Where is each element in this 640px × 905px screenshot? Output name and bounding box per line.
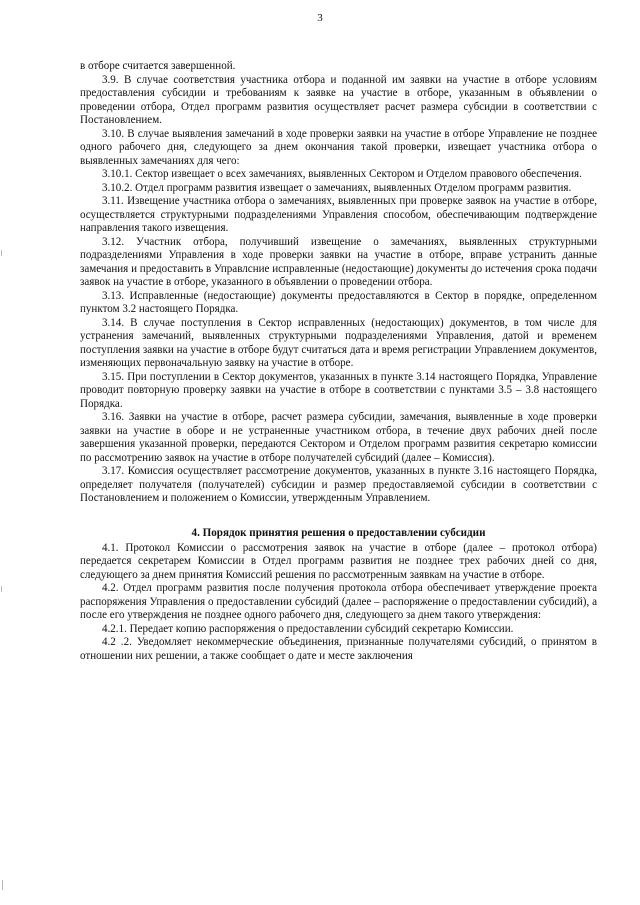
- document-body: [80, 60, 597, 663]
- paragraph-4-2-1: 4.2.1. Передает копию распоряжения о предоставлении субсидий секретарю Комиссии.: [102, 622, 514, 635]
- paragraph-3-11: 3.11. Извещение участника отбора о замечаниях, выявленных при проверке заявок на участие в отборе, осуществляется структурными подразделениями Управления способом, обеспечивающим подтверждение направления такого извещения.: [80, 195, 597, 234]
- paragraph-4-2-2: 4.2 .2. Уведомляет некоммерческие объединения, признанные получателями субсидий, о принятом в отношении них решении, а также сообщает о дате и месте заключения: [80, 636, 597, 662]
- scan-mark: [2, 880, 3, 890]
- paragraph-4-2: 4.2. Отдел программ развития после получения протокола отбора обеспечивает утверждение проекта распоряжения Управления о предоставлении субсидий (далее – распоряжение о предоставлении субсидий), а после его утверждения не позднее одного рабочего дня, следующего за днем такого утверждения:: [80, 582, 597, 621]
- scan-mark: [1, 586, 2, 592]
- paragraph-3-14: 3.14. В случае поступления в Сектор исправленных (недостающих) документов, в том числе для устранения замечаний, выявленных структурными подразделениями Управления, датой и временем поступления заявки на участие в отборе будут считаться дата и время регистрации Управлением документов, изменяющих первоначальную заявку на участие в отборе.: [80, 316, 597, 369]
- page-number: 3: [317, 12, 323, 24]
- paragraph-3-15: 3.15. При поступлении в Сектор документов, указанных в пункте 3.14 настоящего Порядка, Управление проводит повторную проверку заявки на участие в отборе в соответствии с пунктами 3.5 – 3.8 настоящего Порядка.: [80, 370, 597, 410]
- section-title: 4. Порядок принятия решения о предоставлении субсидии: [191, 526, 486, 539]
- paragraph-3-10-2: 3.10.2. Отдел программ развития извещает о замечаниях, выявленных Отделом программ развития.: [102, 181, 572, 194]
- paragraph-continuation: в отборе считается завершенной.: [80, 60, 236, 72]
- paragraph-3-9: 3.9. В случае соответствия участника отбора и поданной им заявки на участие в отборе условиям предоставления субсидии и требованиям к заявке на участие в отборе, указанным в объявлении о проведении отбора, Отдел программ развития осуществляет расчет размера субсидии в соответствии с Постановлением.: [80, 73, 597, 126]
- paragraph-3-10-1: 3.10.1. Сектор извещает о всех замечаниях, выявленных Сектором и Отделом правового обеспечения.: [102, 168, 582, 180]
- paragraph-4-1: 4.1. Протокол Комиссии о рассмотрения заявок на участие в отборе (далее – протокол отбора) передается секретарем Комиссии в Отдел программ развития не позднее трех рабочих дней со дня, следующего за днем принятия Комиссий решения по рассмотренным заявкам на участие в отборе.: [80, 541, 597, 581]
- paragraph-3-17: 3.17. Комиссия осуществляет рассмотрение документов, указанных в пункте 3.16 настоящего Порядка, определяет получателя (получателей) субсидии и размер предоставляемой субсидии в соответствии с Постановлением и положением о Комиссии, утвержденным Управлением.: [80, 465, 597, 504]
- paragraph-3-10: 3.10. В случае выявления замечаний в ходе проверки заявки на участие в отборе Управление не позднее одного рабочего дня, следующего за днем окончания такой проверки, извещает участника отбора о выявленных замечаниях для чего:: [80, 127, 597, 167]
- paragraph-3-16: 3.16. Заявки на участие в отборе, расчет размера субсидии, замечания, выявленные в ходе проверки заявки на участие в оборе и не устраненные участником отбора, в течение двух рабочих дней после завершения указанной проверки, передаются Сектором и Отделом программ развития секретарю комиссии по рассмотрению заявок на участие в отборе получателей субсидий (далее – Комиссия).: [80, 411, 597, 464]
- paragraph-3-13: 3.13. Исправленные (недостающие) документы предоставляются в Сектор в порядке, определенном пунктом 3.2 настоящего Порядка.: [80, 289, 597, 315]
- paragraph-3-12: 3.12. Участник отбора, получивший извещение о замечаниях, выявленных структурными подразделениями Управления в ходе проверки заявки на участие в отборе, вправе устранить данные замечания и предоставить в Управлсние исправленные (недостающие) документы до истечения срока подачи заявок на участие в отборе, указанного в объявлении о проведении отбора.: [80, 235, 597, 288]
- scan-mark: [1, 250, 2, 256]
